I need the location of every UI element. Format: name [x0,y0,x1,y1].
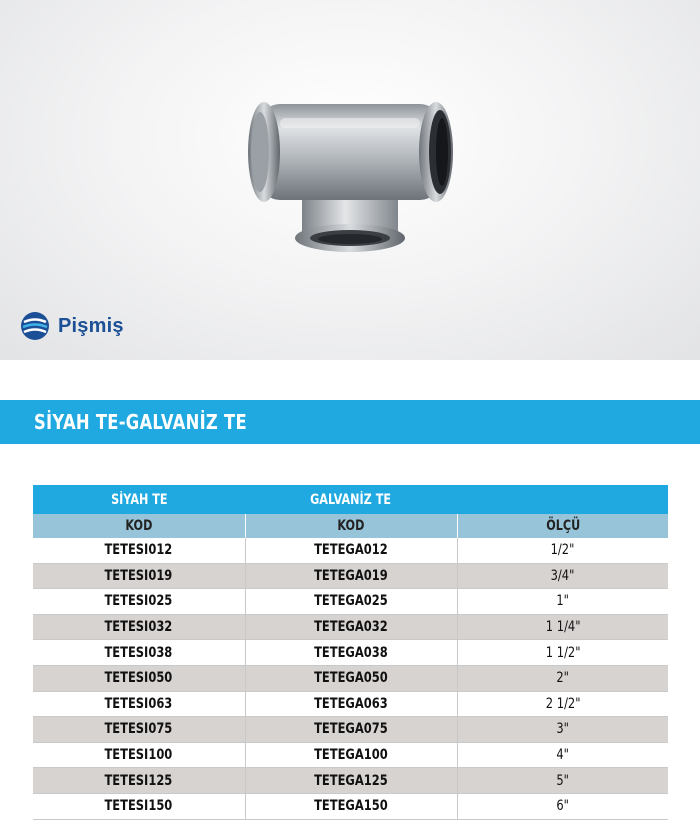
galvanized-tee-code: TETEGA063 [245,691,457,717]
product-code-table [33,485,668,820]
table-row [33,589,668,615]
size-cell: 1/2" [457,538,668,563]
size-cell: 1" [457,589,668,615]
size-cell: 1 1/4" [457,614,668,640]
table-row [33,538,668,563]
size-cell: 1 1/2" [457,640,668,666]
galvanized-tee-code: TETEGA150 [245,793,457,819]
black-tee-code: TETESI100 [33,742,245,768]
brand-logo [20,311,124,341]
black-tee-code: TETESI050 [33,665,245,691]
brand-name: Pişmiş [58,314,124,337]
table-row [33,717,668,743]
galvanized-tee-code: TETEGA038 [245,640,457,666]
size-cell: 4" [457,742,668,768]
galvanized-tee-code: TETEGA025 [245,589,457,615]
size-cell: 2" [457,665,668,691]
black-tee-code: TETESI019 [33,563,245,589]
pismis-logo-icon [20,311,50,341]
table-row [33,640,668,666]
section-title: SİYAH TE-GALVANİZ TE [34,410,247,434]
size-cell: 2 1/2" [457,691,668,717]
black-tee-code: TETESI038 [33,640,245,666]
black-tee-code: TETESI032 [33,614,245,640]
galvanized-tee-code: TETEGA075 [245,717,457,743]
section-banner [0,400,700,444]
column-header-black-code: KOD [33,514,245,538]
table-row [33,691,668,717]
table-row [33,665,668,691]
column-header-galvanized-code: KOD [245,514,457,538]
galvanized-tee-code: TETEGA100 [245,742,457,768]
group-header-black-tee: SİYAH TE [33,485,245,514]
size-cell: 3/4" [457,563,668,589]
black-tee-code: TETESI075 [33,717,245,743]
black-tee-code: TETESI150 [33,793,245,819]
black-tee-code: TETESI012 [33,538,245,563]
black-tee-code: TETESI125 [33,768,245,794]
size-cell: 6" [457,793,668,819]
black-tee-code: TETESI025 [33,589,245,615]
group-header-galvanized-tee: GALVANİZ TE [245,485,457,514]
group-header-row [33,485,668,514]
galvanized-tee-code: TETEGA050 [245,665,457,691]
galvanized-tee-code: TETEGA125 [245,768,457,794]
size-cell: 5" [457,768,668,794]
group-header-empty [457,485,668,514]
table-row [33,768,668,794]
galvanized-tee-code: TETEGA019 [245,563,457,589]
galvanized-tee-code: TETEGA032 [245,614,457,640]
table-row [33,563,668,589]
galvanized-tee-code: TETEGA012 [245,538,457,563]
table-row [33,742,668,768]
product-hero [0,0,700,360]
table-row [33,793,668,819]
tee-fitting-image [240,92,460,262]
size-cell: 3" [457,717,668,743]
column-header-size: ÖLÇÜ [457,514,668,538]
black-tee-code: TETESI063 [33,691,245,717]
column-header-row [33,514,668,538]
table-row [33,614,668,640]
